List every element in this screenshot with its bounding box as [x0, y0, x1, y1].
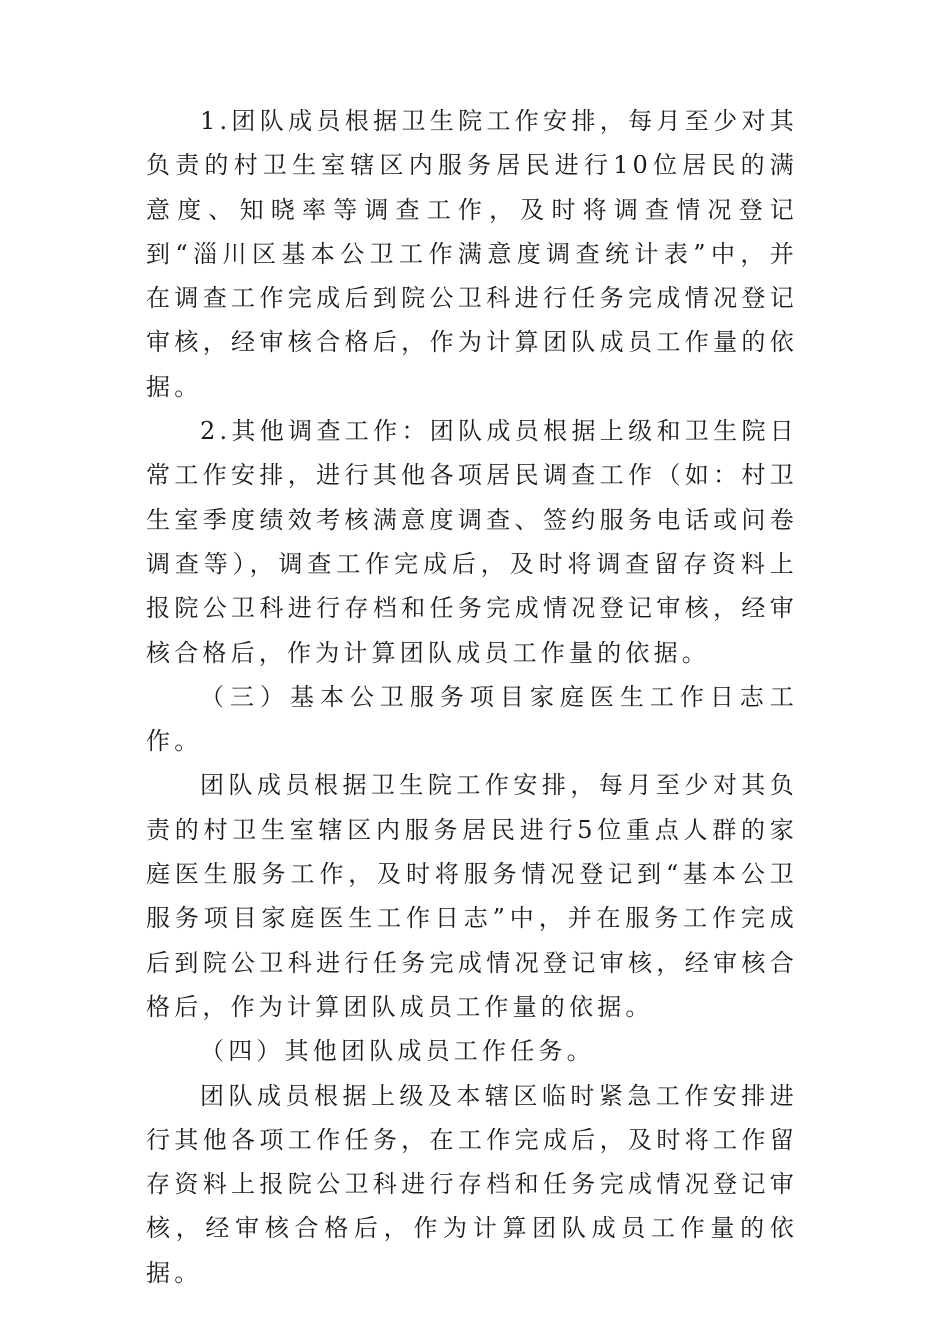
section-heading-family-doctor-log: （三）基本公卫服务项目家庭医生工作日志工作。: [146, 682, 798, 756]
paragraph-survey-work: 1.团队成员根据卫生院工作安排，每月至少对其负责的村卫生室辖区内服务居民进行10位居民的满意度、知晓率等调查工作，及时将调查情况登记到“淄川区基本公卫工作满意度调查统计表”中，并在调查工作完成后到院公卫科进行任务完成情况登记审核，经审核合格后，作为计算团队成员工作量的依据。: [146, 107, 798, 401]
section-heading-other-tasks: （四）其他团队成员工作任务。: [200, 1037, 595, 1066]
paragraph-other-survey-work: 2.其他调查工作：团队成员根据上级和卫生院日常工作安排，进行其他各项居民调查工作（如：村卫生室季度绩效考核满意度调查、签约服务电话或问卷调查等），调查工作完成后，及时将调查留存资料上报院公卫科进行存档和任务完成情况登记审核，经审核合格后，作为计算团队成员工作量的依据。: [146, 417, 798, 667]
paragraph-other-tasks: 团队成员根据上级及本辖区临时紧急工作安排进行其他各项工作任务，在工作完成后，及时将工作留存资料上报院公卫科进行存档和任务完成情况登记审核，经审核合格后，作为计算团队成员工作量的依据。: [146, 1081, 798, 1287]
document-body: [146, 99, 798, 1295]
paragraph-family-doctor-log: 团队成员根据卫生院工作安排，每月至少对其负责的村卫生室辖区内服务居民进行5位重点人群的家庭医生服务工作，及时将服务情况登记到“基本公卫服务项目家庭医生工作日志”中，并在服务工作完成后到院公卫科进行任务完成情况登记审核，经审核合格后，作为计算团队成员工作量的依据。: [146, 771, 798, 1021]
